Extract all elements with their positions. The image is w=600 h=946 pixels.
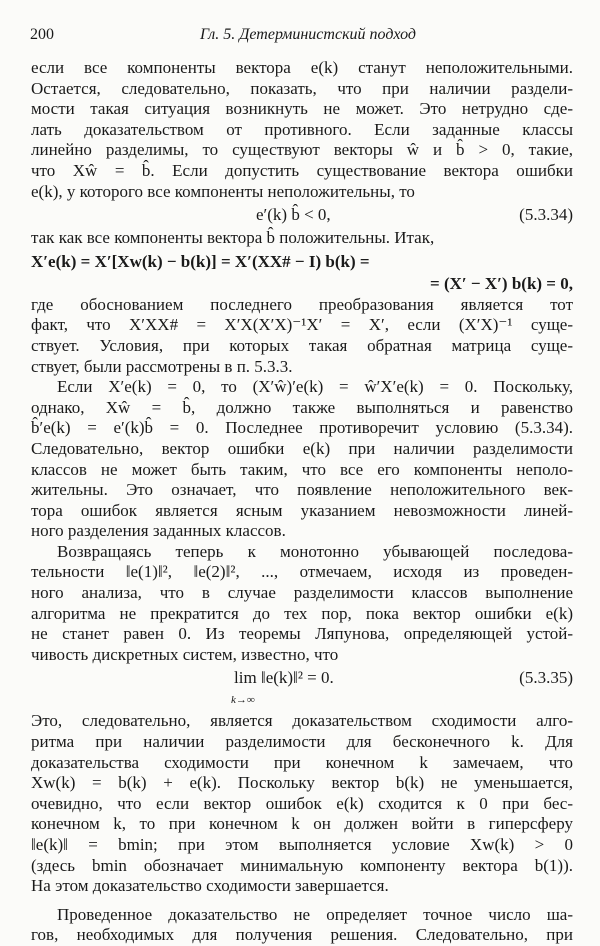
equation-number: (5.3.34) [519, 205, 573, 225]
text-line: факт, что X′XX# = X′X(X′X)⁻¹X′ = X′, если (X′X)⁻¹ суще- [31, 315, 573, 335]
text-line: ‖e(k)‖ = bmin; при этом выполняется условие Xw(k) > 0 [31, 835, 573, 854]
text-line: На этом доказательство сходимости завершается. [31, 876, 389, 896]
text-line: алгоритма не прекратится до тех пор, пока вектор ошибки e(k) [31, 603, 573, 623]
text-line: однако, Xŵ = b̂, должно также выполняться и равенство [31, 397, 573, 417]
text-line: ного анализа, что в случае разделимости классов выполнение [31, 583, 573, 603]
text-line: Остается, следовательно, показать, что при наличии раздели- [31, 78, 573, 98]
paragraph [31, 58, 573, 202]
text-line: гов, необходимых для получения решения. Следовательно, при [31, 925, 573, 945]
text-line: Если X′e(k) = 0, то (X′ŵ)′e(k) = ŵ′X′e(k) = 0. Поскольку, [57, 377, 573, 397]
text-line: классов не может быть таким, что все его компоненты неполо- [31, 459, 573, 479]
page-number: 200 [30, 26, 54, 43]
text-line: ного разделения заданных классов. [31, 521, 286, 541]
text-line: Следовательно, вектор ошибки e(k) при наличии разделимости [31, 438, 573, 458]
paragraph [31, 711, 573, 896]
text-line: линейно разделимы, то существуют векторы ŵ и b̂ > 0, такие, [31, 140, 573, 160]
running-head: Гл. 5. Детерминистский подход [200, 26, 417, 43]
paragraph-gap [31, 897, 573, 905]
page-header [30, 26, 570, 50]
equation-expression: lim ‖e(k)‖² = 0. [234, 668, 334, 688]
text-line: что Xŵ = b̂. Если допустить существование вектора ошибки [31, 160, 573, 180]
paragraph [31, 228, 573, 249]
equation-chain [31, 249, 573, 295]
text-line: Возвращаясь теперь к монотонно убывающей последова- [57, 541, 573, 561]
paragraph [31, 295, 573, 377]
equation-line: X′e(k) = X′[Xw(k) − b(k)] = X′(XX# − I) b(k) = [31, 251, 370, 271]
limit-subscript: k→∞ [231, 694, 255, 707]
text-line: Xw(k) = b(k) + e(k). Поскольку вектор b(k) не уменьшается, [31, 773, 573, 793]
text-line: тельности ‖e(1)‖², ‖e(2)‖², ..., отмечаем, исходя из проведен- [31, 562, 573, 582]
text-line: лать доказательством от противного. Если заданные классы [31, 119, 573, 139]
equation-expression: e′(k) b̂ < 0, [256, 205, 331, 225]
text-line: (здесь bmin обозначает минимальную компоненту вектора b(1)). [31, 855, 573, 875]
text-line: где обоснованием последнего преобразования является тот [31, 294, 573, 314]
text-line: e(k), у которого все компоненты неположительны, то [31, 181, 415, 201]
text-line: конечном k, то при конечном k он должен войти в гиперсферу [31, 814, 573, 834]
text-line: не станет равен 0. Из теоремы Ляпунова, определяющей устой- [31, 624, 573, 644]
text-line: ствует, были рассмотрены в п. 5.3.3. [31, 356, 293, 376]
text-line: чивость дискретных систем, известно, что [31, 644, 339, 664]
paragraph [31, 377, 573, 542]
paragraph [31, 542, 573, 666]
text-line: ритма при наличии разделимости для бесконечного k. Для [31, 732, 573, 752]
equation-line: = (X′ − X′) b(k) = 0, [430, 273, 573, 293]
text-line: очевидно, что если вектор ошибок e(k) сходится к 0 при бес- [31, 793, 573, 813]
text-line: тора ошибок является ясным указанием невозможности линей- [31, 500, 573, 520]
equation-5-3-34 [31, 202, 573, 228]
text-line: так как все компоненты вектора b̂ положительны. Итак, [31, 228, 435, 248]
paragraph [31, 905, 573, 946]
text-line: жительны. Это означает, что появление неположительного век- [31, 480, 573, 500]
text-line: b̂′e(k) = e′(k)b̂ = 0. Последнее противоречит условию (5.3.34). [31, 418, 573, 438]
text-line: Это, следовательно, является доказательством сходимости алго- [31, 711, 573, 731]
equation-5-3-35 [31, 665, 573, 711]
page-body [31, 58, 573, 946]
text-line: если все компоненты вектора e(k) станут неположительными. [31, 58, 573, 77]
text-line: Проведенное доказательство не определяет точное число ша- [57, 904, 573, 924]
text-line: ствует. Условия, при которых такая обратная матрица суще- [31, 335, 573, 355]
text-line: доказательства сходимости при конечном k замечаем, что [31, 752, 573, 772]
equation-number: (5.3.35) [519, 668, 573, 688]
text-line: мости такая ситуация возникнуть не может. Это нетрудно сде- [31, 99, 573, 119]
